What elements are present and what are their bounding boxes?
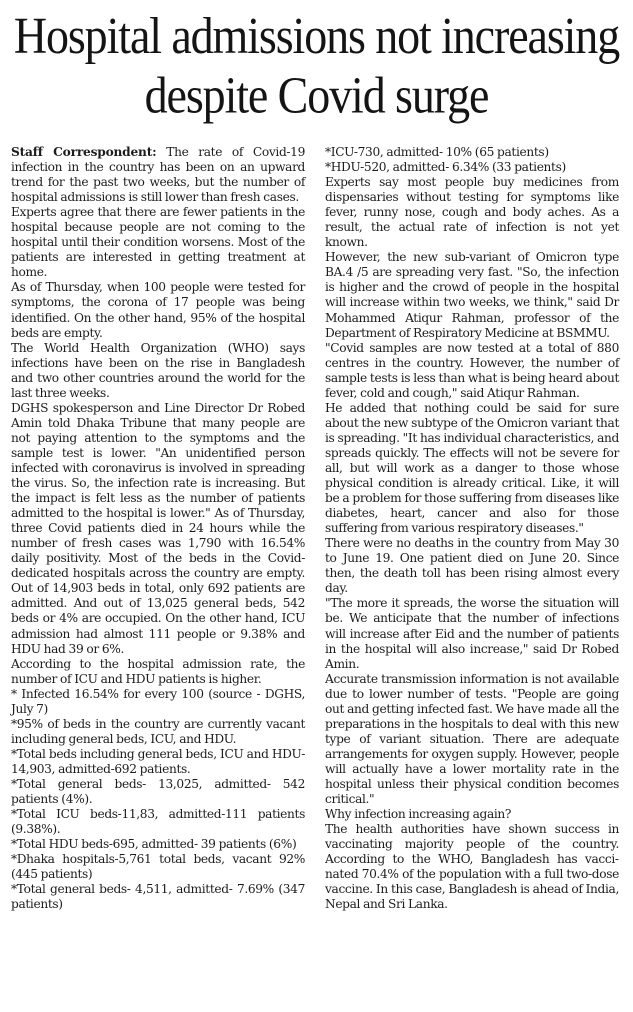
headline	[0, 6, 633, 125]
lead-text: The rate of Covid-19 infection in the country has been on an upward trend for the past two weeks, but the number of hospital admissions is still lower than fresh cases.	[11, 145, 305, 205]
bullet-item: *Total ICU beds-11,83, admitted-111 patients (9.38%).	[11, 807, 305, 837]
article-paragraph: There were no deaths in the country from May 30 to June 19. One patient died on June 20. Since then, the death toll has been rising almost every day.	[325, 536, 619, 596]
bullet-item: *Total general beds- 4,511, admitted- 7.69% (347 patients)	[11, 882, 305, 912]
article-paragraph: He added that nothing could be said for sure about the new subtype of the Omicron variant that is spreading. "It has individual characteristics, and spreads quickly. The effects will not be severe for all, but will work as a danger to those whose physical condition is already critical. Like, it will be a problem for those suffering from diseases like diabetes, heart, cancer and also for those suffering from various respiratory diseases."	[325, 400, 619, 536]
article-paragraph: However, the new sub-variant of Omicron type BA.4 /5 are spreading very fast. "So, the infection is higher and the crowd of people in the hospital will increase within two weeks, we think," said Dr Mohammed Atiqur Rahman, professor of the Department of Respiratory Medicine at BSMMU.	[325, 250, 619, 340]
article-paragraph: Accurate transmission information is not available due to lower number of tests. "People are going out and getting infected fast. We have made all the preparations in the hospitals to deal with this new type of variant situation. There are adequate arrangements for oxygen supply. However, people will actually have a lower mortality rate in the hospital unless their physical condition becomes critical."	[325, 671, 619, 807]
headline-line-2: despite Covid surge	[144, 66, 489, 124]
article-paragraph: DGHS spokesperson and Line Director Dr Robed Amin told Dhaka Tribune that many people are not paying attention to the symptoms and the sample test is lower. "An unidentified person infected with coronavirus is involved in spreading the virus. So, the infection rate is increasing. But the impact is felt less as the number of patients admitted to the hospital is lower." As of Thursday, three Covid patients died in 24 hours while the number of fresh cases was 1,790 with 16.54% daily positivity. Most of the beds in the Covid-dedicated hospitals across the country are empty. Out of 14,903 beds in total, only 692 patients are admitted. And out of 13,025 general beds, 542 beds or 4% are occupied. On the other hand, ICU admission had almost 111 people or 9.38% and HDU had 39 or 6%.	[11, 400, 305, 656]
bullet-item: *Total beds including general beds, ICU and HDU-14,903, admitted-692 patients.	[11, 746, 305, 776]
bullet-item: *HDU-520, admitted- 6.34% (33 patients)	[325, 160, 566, 175]
bullet-item: *Total general beds- 13,025, admitted- 542 patients (4%).	[11, 776, 305, 807]
bullet-item: * Infected 16.54% for every 100 (source - DGHS, July 7)	[11, 686, 305, 716]
article-paragraph: Experts agree that there are fewer patients in the hospital because people are not coming to the hospital until their condition worsens. Most of the patients are interested in getting treatment at home.	[11, 205, 305, 280]
article-paragraph: According to the hospital admission rate, the number of ICU and HDU patients is higher.	[11, 656, 305, 686]
bullet-item: *Dhaka hospitals-5,761 total beds, vacant 92% (445 patients)	[11, 852, 305, 882]
article-paragraph: The health authorities have shown success in vaccinating majority people of the country. According to the WHO, Bangladesh has vaccinated 70.4% of the population with a full two-dose vaccine. In this case, Bangladesh is ahead of India, Nepal and Sri Lanka.	[325, 822, 619, 912]
article-paragraph: Experts say most people buy medicines from dispensaries without testing for symptoms like fever, runny nose, cough and body aches. As a result, the actual rate of infection is not yet known.	[325, 175, 619, 250]
headline-line-1: Hospital admissions not increasing	[13, 7, 620, 65]
bullet-item: *95% of beds in the country are currently vacant including general beds, ICU, and HDU.	[11, 716, 305, 746]
bullet-item: *Total HDU beds-695, admitted- 39 patients (6%)	[11, 837, 297, 852]
article-paragraph: The World Health Organization (WHO) says infections have been on the rise in Bangladesh and two other countries around the world for the last three weeks.	[11, 340, 305, 400]
bullet-item: *ICU-730, admitted- 10% (65 patients)	[325, 145, 549, 159]
byline: Staff Correspondent:	[11, 145, 157, 159]
article-paragraph	[11, 145, 305, 205]
subheading: Why infection increasing again?	[325, 807, 512, 822]
article-paragraph: "The more it spreads, the worse the situation will be. We anticipate that the number of infections will increase after Eid and the number of patients in the hospital will also increase," said Dr Robed Amin.	[325, 596, 619, 671]
article-paragraph: As of Thursday, when 100 people were tested for symptoms, the corona of 17 people was being identified. On the other hand, 95% of the hospital beds are empty.	[11, 280, 305, 340]
article-column-right	[325, 145, 619, 912]
article-paragraph: "Covid samples are now tested at a total of 880 centres in the country. However, the number of sample tests is less than what is being heard about fever, cold and cough," said Atiqur Rahman.	[325, 340, 619, 400]
article-column-left	[11, 145, 305, 912]
